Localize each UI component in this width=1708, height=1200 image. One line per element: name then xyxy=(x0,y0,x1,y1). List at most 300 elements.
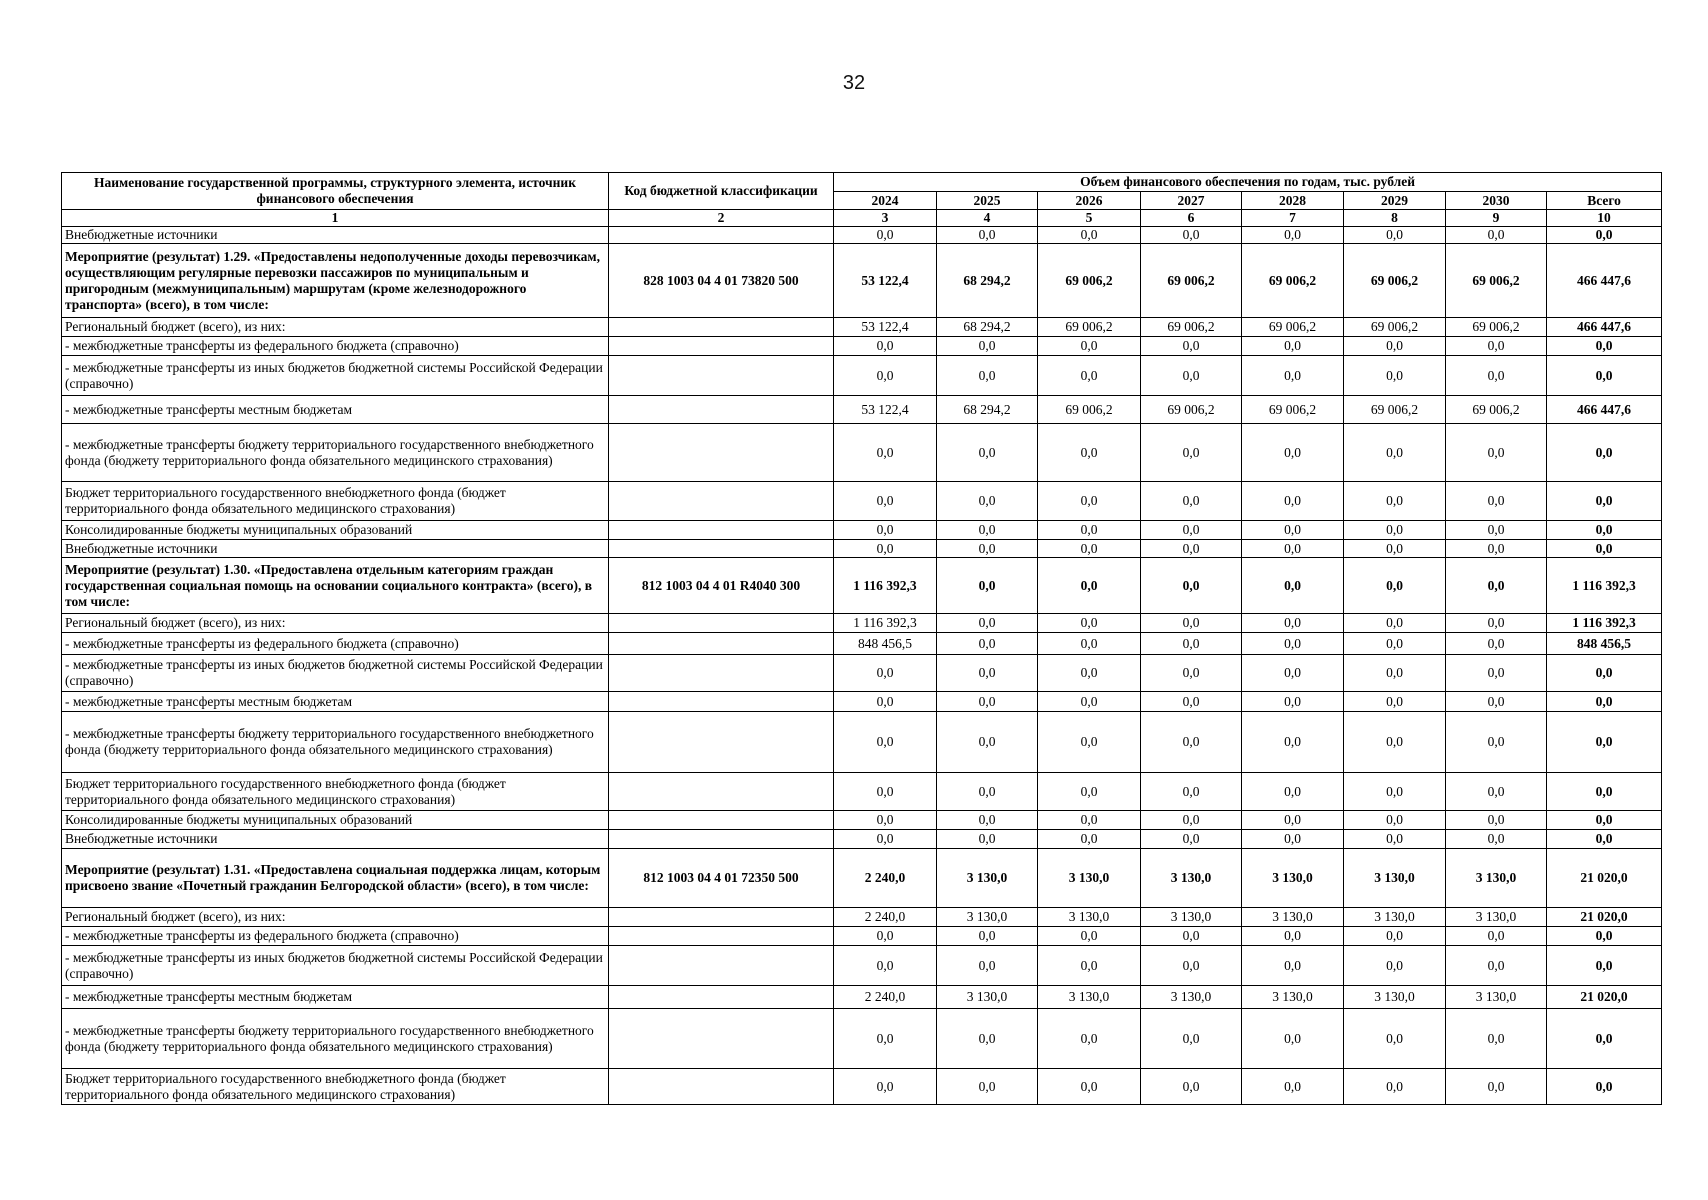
row-value-2028: 0,0 xyxy=(1242,356,1344,396)
row-budget-code xyxy=(609,908,834,927)
row-budget-code: 828 1003 04 4 01 73820 500 xyxy=(609,244,834,318)
row-value-2027: 0,0 xyxy=(1141,655,1242,692)
row-value-2025: 0,0 xyxy=(937,521,1038,540)
row-value-2024: 0,0 xyxy=(834,482,937,521)
header-name: Наименование государственной программы, структурного элемента, источник финансового обеспечения xyxy=(62,173,609,210)
row-total: 0,0 xyxy=(1547,946,1662,986)
row-value-2024: 0,0 xyxy=(834,424,937,482)
table-row xyxy=(62,227,1662,244)
row-value-2028: 0,0 xyxy=(1242,946,1344,986)
row-value-2026: 3 130,0 xyxy=(1038,908,1141,927)
row-value-2027: 0,0 xyxy=(1141,712,1242,773)
row-value-2026: 0,0 xyxy=(1038,712,1141,773)
row-value-2026: 0,0 xyxy=(1038,692,1141,712)
row-value-2029: 0,0 xyxy=(1344,337,1446,356)
row-value-2027: 0,0 xyxy=(1141,692,1242,712)
row-value-2026: 0,0 xyxy=(1038,927,1141,946)
row-value-2030: 0,0 xyxy=(1446,614,1547,633)
budget-table xyxy=(61,172,1662,1105)
row-value-2026: 0,0 xyxy=(1038,521,1141,540)
row-value-2025: 0,0 xyxy=(937,227,1038,244)
row-budget-code xyxy=(609,712,834,773)
row-budget-code xyxy=(609,773,834,811)
row-total: 0,0 xyxy=(1547,712,1662,773)
table-row xyxy=(62,773,1662,811)
row-value-2030: 0,0 xyxy=(1446,482,1547,521)
row-value-2029: 0,0 xyxy=(1344,424,1446,482)
row-value-2030: 0,0 xyxy=(1446,712,1547,773)
row-name: - межбюджетные трансферты из федерального бюджета (справочно) xyxy=(62,633,609,655)
row-value-2026: 0,0 xyxy=(1038,811,1141,830)
row-value-2024: 1 116 392,3 xyxy=(834,558,937,614)
header-amount-group: Объем финансового обеспечения по годам, тыс. рублей xyxy=(834,173,1662,192)
row-value-2028: 0,0 xyxy=(1242,558,1344,614)
row-value-2025: 68 294,2 xyxy=(937,244,1038,318)
row-value-2030: 0,0 xyxy=(1446,337,1547,356)
row-value-2029: 0,0 xyxy=(1344,1009,1446,1069)
row-name: Региональный бюджет (всего), из них: xyxy=(62,614,609,633)
row-value-2027: 0,0 xyxy=(1141,356,1242,396)
row-name: - межбюджетные трансферты бюджету территориального государственного внебюджетного фонда (бюджету территориального фонда обязательного медицинского страхования) xyxy=(62,712,609,773)
row-name: Бюджет территориального государственного внебюджетного фонда (бюджет территориального фонда обязательного медицинского страхования) xyxy=(62,482,609,521)
row-name: Консолидированные бюджеты муниципальных образований xyxy=(62,811,609,830)
row-value-2027: 3 130,0 xyxy=(1141,986,1242,1009)
row-total: 466 447,6 xyxy=(1547,318,1662,337)
row-value-2024: 53 122,4 xyxy=(834,244,937,318)
row-value-2029: 69 006,2 xyxy=(1344,244,1446,318)
row-value-2030: 0,0 xyxy=(1446,1009,1547,1069)
row-value-2030: 69 006,2 xyxy=(1446,244,1547,318)
row-value-2030: 0,0 xyxy=(1446,927,1547,946)
row-name: Региональный бюджет (всего), из них: xyxy=(62,908,609,927)
row-value-2027: 0,0 xyxy=(1141,773,1242,811)
row-value-2028: 0,0 xyxy=(1242,633,1344,655)
table-row xyxy=(62,614,1662,633)
row-value-2027: 69 006,2 xyxy=(1141,396,1242,424)
table-row xyxy=(62,558,1662,614)
row-value-2028: 0,0 xyxy=(1242,1009,1344,1069)
row-value-2029: 0,0 xyxy=(1344,712,1446,773)
table-row xyxy=(62,482,1662,521)
row-budget-code xyxy=(609,396,834,424)
row-value-2024: 0,0 xyxy=(834,946,937,986)
row-value-2026: 0,0 xyxy=(1038,655,1141,692)
row-value-2030: 0,0 xyxy=(1446,540,1547,558)
row-value-2024: 53 122,4 xyxy=(834,318,937,337)
row-value-2028: 0,0 xyxy=(1242,830,1344,849)
row-value-2025: 0,0 xyxy=(937,482,1038,521)
row-value-2030: 0,0 xyxy=(1446,633,1547,655)
row-name: - межбюджетные трансферты бюджету территориального государственного внебюджетного фонда (бюджету территориального фонда обязательного медицинского страхования) xyxy=(62,1009,609,1069)
row-total: 0,0 xyxy=(1547,692,1662,712)
row-total: 21 020,0 xyxy=(1547,908,1662,927)
row-name: Мероприятие (результат) 1.31. «Предоставлена социальная поддержка лицам, которым присвоено звание «Почетный гражданин Белгородской области» (всего), в том числе: xyxy=(62,849,609,908)
row-value-2030: 0,0 xyxy=(1446,227,1547,244)
column-number: 9 xyxy=(1446,210,1547,227)
row-value-2025: 0,0 xyxy=(937,811,1038,830)
row-value-2026: 0,0 xyxy=(1038,227,1141,244)
row-value-2025: 0,0 xyxy=(937,927,1038,946)
row-name: - межбюджетные трансферты местным бюджетам xyxy=(62,692,609,712)
row-budget-code xyxy=(609,521,834,540)
row-value-2030: 69 006,2 xyxy=(1446,396,1547,424)
row-value-2026: 0,0 xyxy=(1038,773,1141,811)
row-value-2027: 0,0 xyxy=(1141,558,1242,614)
row-value-2030: 0,0 xyxy=(1446,655,1547,692)
row-value-2029: 0,0 xyxy=(1344,356,1446,396)
column-number: 1 xyxy=(62,210,609,227)
row-total: 0,0 xyxy=(1547,811,1662,830)
table-row xyxy=(62,946,1662,986)
header-year: 2026 xyxy=(1038,192,1141,210)
column-number: 10 xyxy=(1547,210,1662,227)
row-value-2024: 0,0 xyxy=(834,692,937,712)
row-value-2030: 0,0 xyxy=(1446,558,1547,614)
row-value-2030: 3 130,0 xyxy=(1446,908,1547,927)
row-value-2030: 0,0 xyxy=(1446,424,1547,482)
row-value-2030: 0,0 xyxy=(1446,946,1547,986)
row-value-2027: 0,0 xyxy=(1141,830,1242,849)
row-value-2028: 0,0 xyxy=(1242,227,1344,244)
row-value-2026: 0,0 xyxy=(1038,558,1141,614)
row-value-2029: 0,0 xyxy=(1344,692,1446,712)
row-budget-code xyxy=(609,633,834,655)
row-name: Внебюджетные источники xyxy=(62,540,609,558)
row-value-2029: 0,0 xyxy=(1344,521,1446,540)
row-name: - межбюджетные трансферты из иных бюджетов бюджетной системы Российской Федерации (справочно) xyxy=(62,356,609,396)
row-total: 0,0 xyxy=(1547,1009,1662,1069)
row-value-2027: 0,0 xyxy=(1141,927,1242,946)
row-total: 0,0 xyxy=(1547,773,1662,811)
row-value-2027: 0,0 xyxy=(1141,811,1242,830)
row-value-2028: 0,0 xyxy=(1242,521,1344,540)
row-name: Внебюджетные источники xyxy=(62,227,609,244)
header-code: Код бюджетной классификации xyxy=(609,173,834,210)
row-value-2024: 848 456,5 xyxy=(834,633,937,655)
row-value-2026: 0,0 xyxy=(1038,1009,1141,1069)
header-year: 2024 xyxy=(834,192,937,210)
column-number: 2 xyxy=(609,210,834,227)
row-name: Внебюджетные источники xyxy=(62,830,609,849)
row-value-2025: 0,0 xyxy=(937,337,1038,356)
row-value-2029: 0,0 xyxy=(1344,482,1446,521)
row-total: 0,0 xyxy=(1547,482,1662,521)
row-value-2029: 0,0 xyxy=(1344,1069,1446,1105)
row-total: 1 116 392,3 xyxy=(1547,614,1662,633)
row-value-2027: 0,0 xyxy=(1141,482,1242,521)
row-value-2030: 0,0 xyxy=(1446,521,1547,540)
row-name: Бюджет территориального государственного внебюджетного фонда (бюджет территориального фонда обязательного медицинского страхования) xyxy=(62,773,609,811)
row-value-2028: 0,0 xyxy=(1242,773,1344,811)
row-total: 21 020,0 xyxy=(1547,849,1662,908)
row-value-2026: 0,0 xyxy=(1038,356,1141,396)
row-value-2024: 0,0 xyxy=(834,356,937,396)
row-value-2024: 2 240,0 xyxy=(834,986,937,1009)
row-value-2026: 0,0 xyxy=(1038,830,1141,849)
row-value-2030: 0,0 xyxy=(1446,356,1547,396)
row-total: 466 447,6 xyxy=(1547,244,1662,318)
header-total: Всего xyxy=(1547,192,1662,210)
row-value-2028: 0,0 xyxy=(1242,482,1344,521)
column-number: 7 xyxy=(1242,210,1344,227)
table-row xyxy=(62,540,1662,558)
table-row xyxy=(62,908,1662,927)
row-value-2024: 0,0 xyxy=(834,337,937,356)
column-number: 4 xyxy=(937,210,1038,227)
row-value-2028: 0,0 xyxy=(1242,614,1344,633)
row-value-2027: 0,0 xyxy=(1141,1009,1242,1069)
row-value-2027: 0,0 xyxy=(1141,521,1242,540)
row-value-2026: 0,0 xyxy=(1038,540,1141,558)
row-name: - межбюджетные трансферты из федерального бюджета (справочно) xyxy=(62,337,609,356)
row-value-2030: 0,0 xyxy=(1446,1069,1547,1105)
row-value-2029: 0,0 xyxy=(1344,830,1446,849)
row-value-2027: 0,0 xyxy=(1141,540,1242,558)
row-value-2024: 0,0 xyxy=(834,540,937,558)
table-row xyxy=(62,927,1662,946)
row-total: 0,0 xyxy=(1547,1069,1662,1105)
row-value-2026: 0,0 xyxy=(1038,424,1141,482)
row-budget-code xyxy=(609,424,834,482)
row-name: - межбюджетные трансферты местным бюджетам xyxy=(62,986,609,1009)
row-budget-code xyxy=(609,811,834,830)
row-budget-code xyxy=(609,1069,834,1105)
row-value-2028: 0,0 xyxy=(1242,712,1344,773)
row-value-2026: 3 130,0 xyxy=(1038,849,1141,908)
header-year: 2029 xyxy=(1344,192,1446,210)
row-value-2030: 0,0 xyxy=(1446,692,1547,712)
row-value-2029: 3 130,0 xyxy=(1344,986,1446,1009)
row-budget-code xyxy=(609,655,834,692)
header-year: 2028 xyxy=(1242,192,1344,210)
table-row xyxy=(62,356,1662,396)
row-value-2025: 3 130,0 xyxy=(937,908,1038,927)
row-value-2024: 0,0 xyxy=(834,811,937,830)
row-value-2024: 1 116 392,3 xyxy=(834,614,937,633)
row-value-2024: 2 240,0 xyxy=(834,908,937,927)
row-budget-code xyxy=(609,986,834,1009)
table-row xyxy=(62,424,1662,482)
row-value-2027: 0,0 xyxy=(1141,1069,1242,1105)
row-value-2029: 0,0 xyxy=(1344,558,1446,614)
row-value-2024: 0,0 xyxy=(834,655,937,692)
row-value-2025: 0,0 xyxy=(937,946,1038,986)
row-name: - межбюджетные трансферты из иных бюджетов бюджетной системы Российской Федерации (справочно) xyxy=(62,946,609,986)
row-value-2025: 0,0 xyxy=(937,424,1038,482)
row-value-2028: 0,0 xyxy=(1242,811,1344,830)
row-name: Мероприятие (результат) 1.29. «Предоставлены недополученные доходы перевозчикам, осуществляющим регулярные перевозки пассажиров по муниципальным и пригородным (межмуниципальным) маршрутам (кроме железнодорожного транспорта» (всего), в том числе: xyxy=(62,244,609,318)
row-value-2030: 3 130,0 xyxy=(1446,986,1547,1009)
table-row xyxy=(62,692,1662,712)
row-value-2029: 0,0 xyxy=(1344,655,1446,692)
row-value-2029: 0,0 xyxy=(1344,946,1446,986)
column-number: 3 xyxy=(834,210,937,227)
row-value-2030: 0,0 xyxy=(1446,811,1547,830)
row-value-2026: 69 006,2 xyxy=(1038,244,1141,318)
row-value-2028: 69 006,2 xyxy=(1242,244,1344,318)
table-row xyxy=(62,830,1662,849)
row-value-2028: 0,0 xyxy=(1242,540,1344,558)
table-row xyxy=(62,633,1662,655)
row-value-2025: 0,0 xyxy=(937,655,1038,692)
row-value-2025: 68 294,2 xyxy=(937,318,1038,337)
table-row xyxy=(62,1069,1662,1105)
row-value-2025: 0,0 xyxy=(937,773,1038,811)
table-row xyxy=(62,811,1662,830)
row-name: - межбюджетные трансферты из иных бюджетов бюджетной системы Российской Федерации (справочно) xyxy=(62,655,609,692)
header-year: 2030 xyxy=(1446,192,1547,210)
row-total: 0,0 xyxy=(1547,424,1662,482)
row-total: 848 456,5 xyxy=(1547,633,1662,655)
table-row xyxy=(62,318,1662,337)
row-value-2024: 2 240,0 xyxy=(834,849,937,908)
row-value-2027: 0,0 xyxy=(1141,227,1242,244)
row-value-2025: 0,0 xyxy=(937,558,1038,614)
row-budget-code xyxy=(609,927,834,946)
header-year: 2025 xyxy=(937,192,1038,210)
row-name: Региональный бюджет (всего), из них: xyxy=(62,318,609,337)
table-row xyxy=(62,655,1662,692)
row-value-2026: 0,0 xyxy=(1038,482,1141,521)
row-value-2027: 0,0 xyxy=(1141,946,1242,986)
row-value-2025: 0,0 xyxy=(937,692,1038,712)
row-name: Консолидированные бюджеты муниципальных образований xyxy=(62,521,609,540)
table-row xyxy=(62,396,1662,424)
row-value-2029: 0,0 xyxy=(1344,633,1446,655)
row-value-2024: 0,0 xyxy=(834,712,937,773)
row-value-2027: 0,0 xyxy=(1141,424,1242,482)
table-row xyxy=(62,337,1662,356)
row-value-2030: 69 006,2 xyxy=(1446,318,1547,337)
row-budget-code xyxy=(609,227,834,244)
column-number: 5 xyxy=(1038,210,1141,227)
row-value-2025: 0,0 xyxy=(937,830,1038,849)
row-value-2025: 3 130,0 xyxy=(937,849,1038,908)
table-row xyxy=(62,1009,1662,1069)
row-value-2029: 0,0 xyxy=(1344,927,1446,946)
row-value-2024: 53 122,4 xyxy=(834,396,937,424)
row-value-2027: 3 130,0 xyxy=(1141,908,1242,927)
row-value-2024: 0,0 xyxy=(834,227,937,244)
row-value-2030: 0,0 xyxy=(1446,773,1547,811)
row-value-2029: 3 130,0 xyxy=(1344,849,1446,908)
row-value-2026: 0,0 xyxy=(1038,337,1141,356)
column-number: 8 xyxy=(1344,210,1446,227)
row-budget-code xyxy=(609,614,834,633)
row-total: 1 116 392,3 xyxy=(1547,558,1662,614)
row-budget-code xyxy=(609,482,834,521)
row-value-2028: 0,0 xyxy=(1242,692,1344,712)
row-value-2029: 3 130,0 xyxy=(1344,908,1446,927)
row-value-2026: 0,0 xyxy=(1038,1069,1141,1105)
table-row xyxy=(62,849,1662,908)
row-total: 0,0 xyxy=(1547,830,1662,849)
row-value-2027: 69 006,2 xyxy=(1141,318,1242,337)
row-name: - межбюджетные трансферты бюджету территориального государственного внебюджетного фонда (бюджету территориального фонда обязательного медицинского страхования) xyxy=(62,424,609,482)
row-value-2024: 0,0 xyxy=(834,830,937,849)
row-value-2028: 3 130,0 xyxy=(1242,908,1344,927)
row-value-2026: 0,0 xyxy=(1038,946,1141,986)
row-value-2024: 0,0 xyxy=(834,1009,937,1069)
table-row xyxy=(62,521,1662,540)
table-row xyxy=(62,712,1662,773)
row-value-2024: 0,0 xyxy=(834,521,937,540)
row-value-2029: 0,0 xyxy=(1344,773,1446,811)
row-value-2030: 3 130,0 xyxy=(1446,849,1547,908)
row-value-2029: 0,0 xyxy=(1344,540,1446,558)
row-total: 0,0 xyxy=(1547,337,1662,356)
row-value-2025: 3 130,0 xyxy=(937,986,1038,1009)
row-value-2029: 69 006,2 xyxy=(1344,396,1446,424)
row-value-2025: 0,0 xyxy=(937,712,1038,773)
budget-body xyxy=(62,227,1662,1105)
row-value-2027: 3 130,0 xyxy=(1141,849,1242,908)
row-name: - межбюджетные трансферты местным бюджетам xyxy=(62,396,609,424)
row-budget-code: 812 1003 04 4 01 72350 500 xyxy=(609,849,834,908)
column-number: 6 xyxy=(1141,210,1242,227)
row-value-2024: 0,0 xyxy=(834,773,937,811)
header-year: 2027 xyxy=(1141,192,1242,210)
row-value-2027: 0,0 xyxy=(1141,614,1242,633)
row-budget-code xyxy=(609,692,834,712)
row-value-2026: 0,0 xyxy=(1038,614,1141,633)
row-value-2026: 69 006,2 xyxy=(1038,318,1141,337)
row-value-2025: 0,0 xyxy=(937,356,1038,396)
row-value-2025: 68 294,2 xyxy=(937,396,1038,424)
row-budget-code xyxy=(609,946,834,986)
row-value-2025: 0,0 xyxy=(937,1009,1038,1069)
table-row xyxy=(62,986,1662,1009)
row-budget-code xyxy=(609,1009,834,1069)
row-value-2025: 0,0 xyxy=(937,540,1038,558)
row-value-2026: 69 006,2 xyxy=(1038,396,1141,424)
row-value-2028: 3 130,0 xyxy=(1242,986,1344,1009)
row-value-2028: 0,0 xyxy=(1242,1069,1344,1105)
row-value-2025: 0,0 xyxy=(937,1069,1038,1105)
row-total: 0,0 xyxy=(1547,356,1662,396)
row-value-2025: 0,0 xyxy=(937,633,1038,655)
row-value-2024: 0,0 xyxy=(834,1069,937,1105)
row-budget-code xyxy=(609,337,834,356)
row-name: - межбюджетные трансферты из федерального бюджета (справочно) xyxy=(62,927,609,946)
row-value-2029: 0,0 xyxy=(1344,227,1446,244)
row-value-2028: 69 006,2 xyxy=(1242,396,1344,424)
row-value-2027: 69 006,2 xyxy=(1141,244,1242,318)
row-total: 0,0 xyxy=(1547,927,1662,946)
row-value-2028: 3 130,0 xyxy=(1242,849,1344,908)
row-value-2030: 0,0 xyxy=(1446,830,1547,849)
row-value-2028: 0,0 xyxy=(1242,337,1344,356)
row-budget-code xyxy=(609,540,834,558)
row-total: 0,0 xyxy=(1547,655,1662,692)
row-value-2028: 0,0 xyxy=(1242,927,1344,946)
row-total: 0,0 xyxy=(1547,540,1662,558)
row-budget-code xyxy=(609,356,834,396)
row-value-2028: 0,0 xyxy=(1242,655,1344,692)
row-value-2028: 69 006,2 xyxy=(1242,318,1344,337)
row-name: Мероприятие (результат) 1.30. «Предоставлена отдельным категориям граждан государственная социальная помощь на основании социального контракта» (всего), в том числе: xyxy=(62,558,609,614)
row-value-2025: 0,0 xyxy=(937,614,1038,633)
row-value-2028: 0,0 xyxy=(1242,424,1344,482)
row-budget-code: 812 1003 04 4 01 R4040 300 xyxy=(609,558,834,614)
row-total: 0,0 xyxy=(1547,227,1662,244)
row-value-2026: 3 130,0 xyxy=(1038,986,1141,1009)
table-row xyxy=(62,244,1662,318)
page-number: 32 xyxy=(842,72,866,94)
row-total: 0,0 xyxy=(1547,521,1662,540)
row-total: 21 020,0 xyxy=(1547,986,1662,1009)
row-total: 466 447,6 xyxy=(1547,396,1662,424)
